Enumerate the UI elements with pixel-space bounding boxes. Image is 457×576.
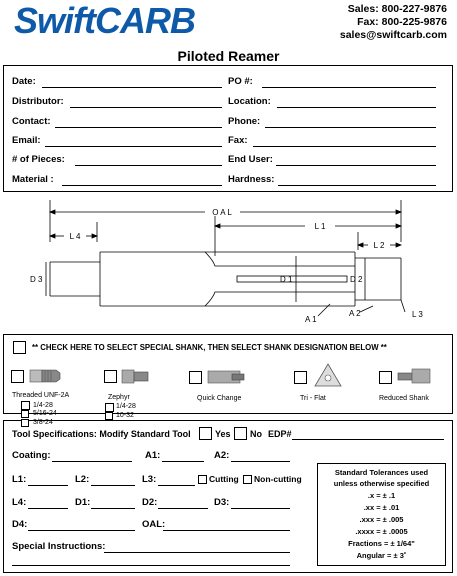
l4-spec-label: L4: [12,497,27,508]
d2-spec-label: D2: [142,497,158,508]
coating-label: Coating: [12,450,51,461]
date-label: Date: [12,76,36,87]
d1-field[interactable] [91,508,135,509]
d4-field[interactable] [28,530,135,531]
a1-spec-label: A1: [145,450,161,461]
d2-label: D 2 [350,275,363,284]
special-instructions-label: Special Instructions: [12,541,106,552]
logo-swift: Swift [14,0,95,41]
distributor-label: Distributor: [12,96,64,107]
l4-field[interactable] [28,508,68,509]
end-user-label: End User: [228,154,273,165]
cutting-checkbox[interactable] [198,475,207,484]
a1-field[interactable] [162,461,204,462]
page-title: Piloted Reamer [177,48,280,64]
tolerance-row: Angular = ± 3˚ [356,551,407,560]
fax-field[interactable] [253,146,436,147]
tolerance-title-2: unless otherwise specified [333,479,430,488]
threaded-label: Threaded UNF-2A [12,392,70,399]
reduced-shank-checkbox[interactable] [379,371,392,384]
threaded-option-checkbox[interactable] [21,419,29,427]
special-shank-instruction: ** CHECK HERE TO SELECT SPECIAL SHANK, THEN SELECT SHANK DESIGNATION BELOW ** [32,343,387,352]
l1-field[interactable] [28,485,68,486]
reduced-shank-label: Reduced Shank [379,395,429,402]
quick-change-shank-icon [206,367,250,387]
zephyr-checkbox[interactable] [104,370,117,383]
tri-flat-label: Tri - Flat [300,395,326,402]
a1-label: A 1 [305,315,317,324]
contact-label: Contact: [12,116,51,127]
phone-label: Phone: [228,116,261,127]
threaded-1-4-28-label: 1/4-28 [33,402,53,409]
fax-number: Fax: 800-225-9876 [357,16,447,28]
threaded-option-label: 5/16-24 [33,410,57,417]
reamer-drawing [0,196,457,328]
tolerance-row: Fractions = ± 1/64" [348,539,415,548]
l1-spec-label: L1: [12,474,27,485]
tolerance-row: .x = ± .1 [367,491,396,500]
coating-field[interactable] [52,461,132,462]
d2-field[interactable] [158,508,208,509]
date-field[interactable] [42,87,222,88]
edp-label: EDP# [268,429,292,439]
email-label: Email: [12,135,41,146]
d4-spec-label: D4: [12,519,28,530]
d1-spec-label: D1: [75,497,91,508]
pieces-field[interactable] [75,165,222,166]
l2-spec-label: L2: [75,474,90,485]
po-field[interactable] [262,87,436,88]
po-label: PO #: [228,76,253,87]
d3-spec-label: D3: [214,497,230,508]
l3-field[interactable] [158,485,195,486]
tolerance-row: .xxx = ± .005 [359,515,404,524]
l2-label: L 2 [373,241,385,250]
special-instructions-field-2[interactable] [12,565,290,566]
threaded-shank-icon [28,364,72,388]
special-shank-checkbox[interactable] [13,341,26,354]
zephyr-option-checkbox[interactable] [105,412,113,420]
hardness-label: Hardness: [228,174,275,185]
logo-carb: CARB [95,0,195,41]
location-field[interactable] [277,107,436,108]
tool-spec-label: Tool Specifications: Modify Standard Tool [12,429,191,439]
distributor-field[interactable] [70,107,222,108]
oal-spec-label: OAL: [142,519,166,530]
l1-label: L 1 [314,222,326,231]
pieces-label: # of Pieces: [12,154,65,165]
a2-label: A 2 [349,309,361,318]
hardness-field[interactable] [278,185,436,186]
special-instructions-field[interactable] [104,552,290,553]
tolerance-row: .xx = ± .01 [363,503,400,512]
threaded-1-4-28-checkbox[interactable] [21,401,30,410]
zephyr-1-4-28-checkbox[interactable] [105,403,114,412]
noncutting-label: Non-cutting [254,474,302,484]
zephyr-shank-icon [120,366,156,388]
oal-label: O A L [212,208,232,217]
email-address: sales@swiftcarb.com [339,29,447,41]
noncutting-checkbox[interactable] [243,475,252,484]
zephyr-1-4-28-label: 1/4-28 [116,403,136,410]
tri-flat-checkbox[interactable] [294,371,307,384]
l3-label: L 3 [412,310,423,319]
d1-label: D 1 [280,275,293,284]
fax-label: Fax: [228,135,248,146]
l4-label: L 4 [69,232,81,241]
edp-field[interactable] [292,439,444,440]
tolerance-row: .xxxx = ± .0005 [355,527,408,536]
tri-flat-shank-icon [313,362,343,390]
d3-label: D 3 [30,275,43,284]
material-label: Material : [12,174,54,185]
contact-field[interactable] [55,127,222,128]
l3-spec-label: L3: [142,474,157,485]
end-user-field[interactable] [276,165,436,166]
quick-change-checkbox[interactable] [189,371,202,384]
threaded-checkbox[interactable] [11,370,24,383]
l2-field[interactable] [91,485,135,486]
quick-change-label: Quick Change [197,395,242,402]
a2-spec-label: A2: [214,450,230,461]
email-field[interactable] [45,146,222,147]
threaded-option-label: 3/8-24 [33,419,53,426]
swiftcarb-logo [14,1,195,41]
modify-yes-checkbox[interactable] [199,427,212,440]
a2-field[interactable] [231,461,290,462]
modify-yes-label: Yes [215,429,231,439]
cutting-label: Cutting [209,474,239,484]
modify-no-checkbox[interactable] [234,427,247,440]
location-label: Location: [228,96,271,107]
zephyr-label: Zephyr [108,394,130,401]
oal-field[interactable] [163,530,290,531]
material-field[interactable] [62,185,222,186]
sales-phone: Sales: 800-227-9876 [347,3,447,15]
reduced-shank-icon [396,366,436,386]
phone-field[interactable] [265,127,436,128]
d3-field[interactable] [231,508,290,509]
threaded-option-checkbox[interactable] [21,410,29,418]
modify-no-label: No [250,429,262,439]
zephyr-option-label: 10-32 [116,412,134,419]
tolerance-title-1: Standard Tolerances used [334,468,429,477]
